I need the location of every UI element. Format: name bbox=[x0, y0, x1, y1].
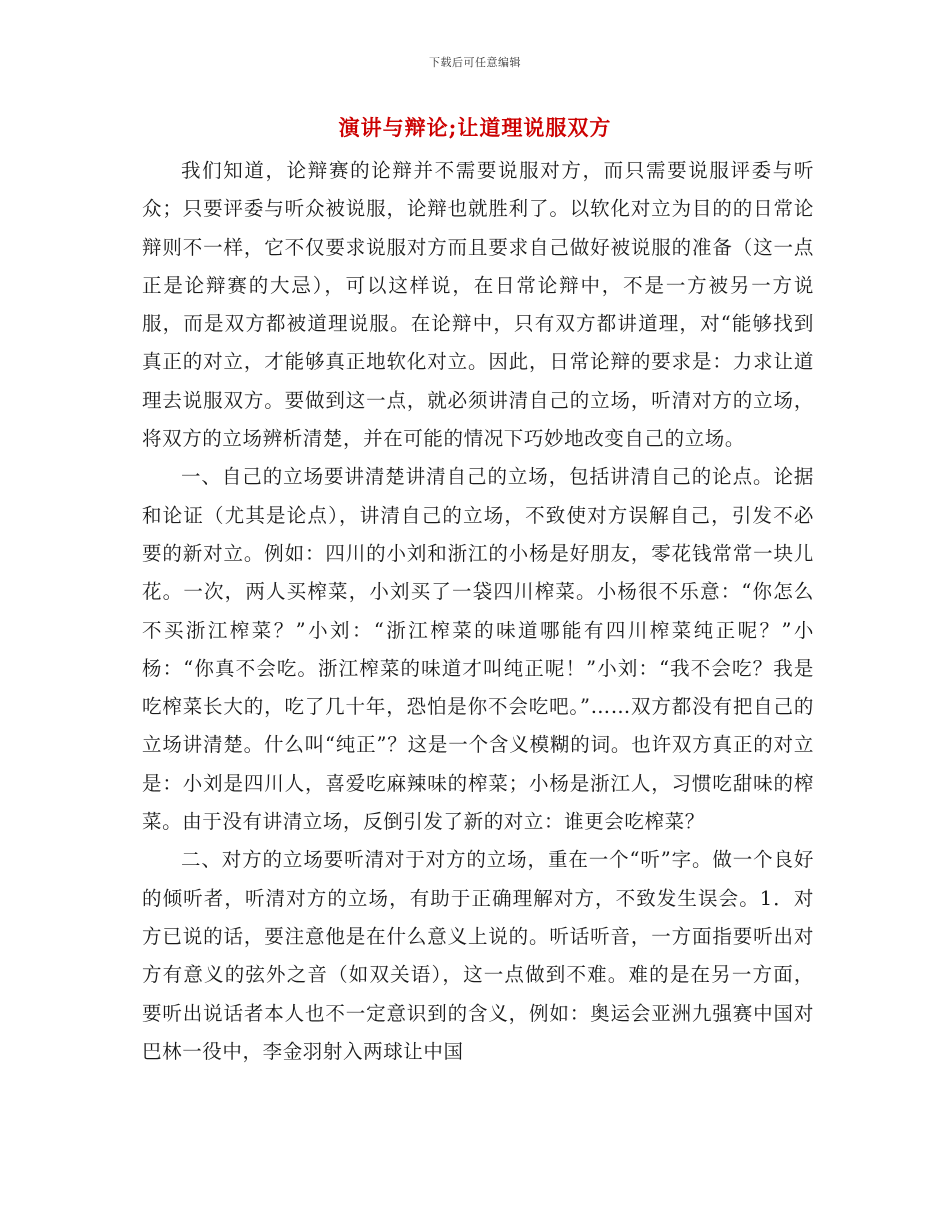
paragraph-section-one: 一、自己的立场要讲清楚讲清自己的立场，包括讲清自己的论点。论据和论证（尤其是论点），讲清自己的立场，不致使对方误解自己，引发不必要的新对立。例如：四川的小刘和浙江的小杨是好朋友，零花钱常常一块儿花。一次，两人买榨菜，小刘买了一袋四川榨菜。小杨很不乐意：“你怎么不买浙江榨菜？”小刘：“浙江榨菜的味道哪能有四川榨菜纯正呢？”小杨：“你真不会吃。浙江榨菜的味道才叫纯正呢！”小刘：“我不会吃？我是吃榨菜长大的，吃了几十年，恐怕是你不会吃吧。”……双方都没有把自己的立场讲清楚。什么叫“纯正”？这是一个含义模糊的词。也许双方真正的对立是：小刘是四川人，喜爱吃麻辣味的榨菜；小杨是浙江人，习惯吃甜味的榨菜。由于没有讲清立场，反倒引发了新的对立：谁更会吃榨菜？ bbox=[142, 465, 814, 834]
paragraph-intro: 我们知道，论辩赛的论辩并不需要说服对方，而只需要说服评委与听众；只要评委与听众被说服，论辩也就胜利了。以软化对立为目的的日常论辩则不一样，它不仅要求说服对方而且要求自己做好被说服的准备（这一点正是论辩赛的大忌），可以这样说，在日常论辩中，不是一方被另一方说服，而是双方都被道理说服。在论辩中，只有双方都讲道理，对“能够找到真正的对立，才能够真正地软化对立。因此，日常论辩的要求是：力求让道理去说服双方。要做到这一点，就必须讲清自己的立场，听清对方的立场，将双方的立场辨析清楚，并在可能的情况下巧妙地改变自己的立场。 bbox=[142, 159, 814, 451]
page-header-note: 下载后可任意编辑 bbox=[429, 56, 521, 69]
document-body bbox=[142, 152, 814, 1071]
paragraph-section-two: 二、对方的立场要听清对于对方的立场，重在一个“听”字。做一个良好的倾听者，听清对方的立场，有助于正确理解对方，不致发生误会。1．对方已说的话，要注意他是在什么意义上说的。听话听音，一方面指要听出对方有意义的弦外之音（如双关语），这一点做到不难。难的是在另一方面，要听出说话者本人也不一定意识到的含义，例如：奥运会亚洲九强赛中国对巴林一役中，李金羽射入两球让中国 bbox=[142, 848, 814, 1063]
document-title: 演讲与辩论;让道理说服双方 bbox=[338, 115, 612, 140]
